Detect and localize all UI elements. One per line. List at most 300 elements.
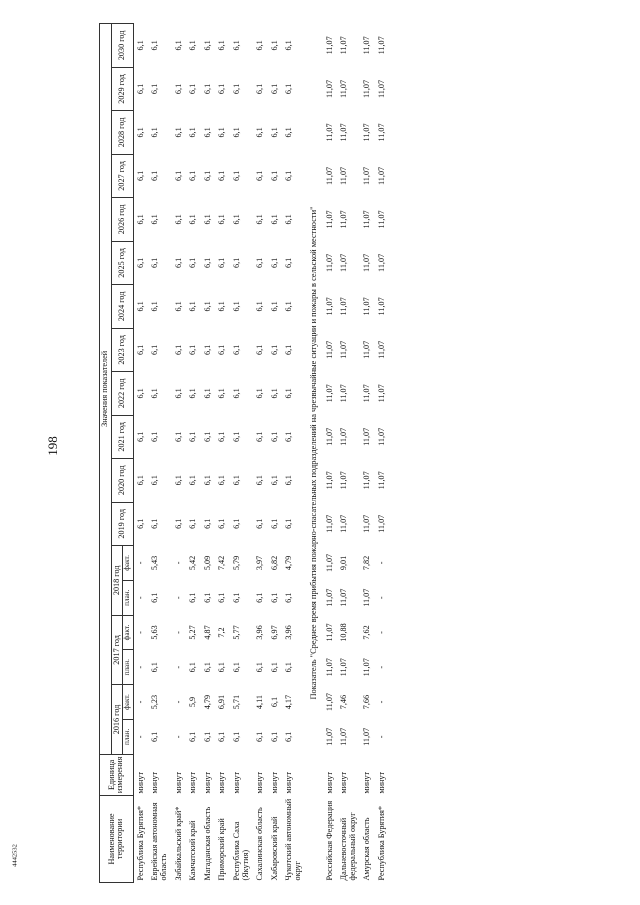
value-cell: 6,1: [188, 127, 198, 138]
value-cell: 6,1: [135, 431, 145, 442]
value-cell: -: [135, 631, 145, 634]
value-cell: 6,1: [255, 431, 265, 442]
value-cell: 11,07: [362, 340, 372, 359]
unit-cell: минут: [376, 771, 386, 794]
value-cell: 6,1: [255, 662, 265, 673]
value-cell: 5,43: [150, 555, 160, 571]
value-cell: -: [173, 596, 183, 600]
territory-name: Приморский край: [217, 818, 227, 881]
value-cell: 6,1: [135, 518, 145, 529]
year-header: 2029 год: [111, 67, 133, 110]
value-cell: 6,1: [269, 431, 279, 442]
value-cell: 5,42: [188, 555, 198, 571]
value-cell: 11,07: [324, 623, 334, 642]
value-cell: -: [135, 700, 145, 704]
territory-name: Амурская область: [362, 817, 372, 881]
value-cell: 11,07: [339, 166, 349, 185]
value-cell: 11,07: [339, 123, 349, 142]
page-number: 198: [45, 436, 60, 456]
unit-cell: минут: [135, 771, 145, 794]
value-cell: 5,23: [150, 694, 160, 710]
value-cell: 6,1: [188, 662, 198, 673]
value-cell: 11,07: [324, 384, 334, 403]
value-cell: 6,1: [135, 40, 145, 51]
value-cell: 6,1: [135, 475, 145, 486]
value-cell: 6,1: [188, 214, 198, 225]
value-cell: 6,1: [202, 518, 212, 529]
value-cell: 5,79: [232, 555, 242, 571]
value-cell: 6,1: [269, 83, 279, 95]
value-cell: 6,1: [232, 127, 242, 138]
value-cell: -: [173, 700, 183, 704]
value-cell: 6,1: [269, 170, 279, 182]
value-cell: 6,1: [173, 40, 183, 51]
value-cell: 6,1: [269, 662, 279, 673]
value-cell: 6,1: [150, 388, 160, 399]
value-cell: 6,1: [135, 127, 145, 138]
value-cell: 11,07: [324, 210, 334, 229]
value-cell: 6,1: [202, 344, 212, 355]
value-cell: 11,07: [324, 553, 334, 572]
value-cell: 6,1: [188, 344, 198, 355]
value-cell: 11,07: [339, 514, 349, 533]
value-cell: 4,87: [202, 625, 212, 640]
value-cell: -: [135, 665, 145, 669]
value-cell: 6,1: [188, 40, 198, 51]
territory-name: Забайкальский край*: [173, 806, 183, 881]
value-cell: 6,1: [232, 431, 242, 442]
value-cell: -: [376, 596, 386, 600]
table-row: [201, 24, 216, 883]
value-cell: 11,07: [324, 514, 334, 533]
value-cell: 7,66: [362, 694, 372, 710]
value-cell: 5,27: [188, 625, 198, 640]
value-cell: 6,1: [217, 83, 227, 95]
value-cell: 11,07: [362, 384, 372, 403]
value-cell: 6,1: [269, 475, 279, 486]
value-cell: 11,07: [339, 210, 349, 229]
table-row: [360, 24, 375, 883]
value-cell: 11,07: [324, 471, 334, 490]
value-cell: -: [135, 596, 145, 600]
value-cell: 6,1: [255, 344, 265, 355]
value-cell: 6,1: [255, 127, 265, 138]
value-cell: 6,1: [188, 83, 198, 95]
value-cell: 6,1: [202, 170, 212, 182]
value-cell: 6,1: [202, 301, 212, 312]
value-cell: 4,79: [284, 555, 294, 571]
year-header: 2023 год: [111, 328, 133, 371]
value-cell: -: [173, 561, 183, 565]
value-cell: 11,07: [376, 79, 386, 99]
value-cell: 11,07: [376, 384, 386, 403]
year-header: 2021 год: [111, 415, 133, 458]
value-cell: 5,63: [150, 625, 160, 640]
value-cell: 6,82: [269, 555, 279, 571]
year-header: 2030 год: [111, 24, 133, 68]
value-cell: 6,1: [284, 127, 294, 138]
value-cell: 11,07: [362, 297, 372, 316]
value-cell: 6,1: [232, 731, 242, 742]
value-cell: 6,1: [173, 83, 183, 95]
value-cell: 6,1: [150, 170, 160, 182]
value-cell: 6,1: [202, 388, 212, 399]
territory-name: Республика Бурятия*: [376, 805, 386, 881]
value-cell: 6,1: [188, 388, 198, 399]
value-cell: 6,1: [284, 214, 294, 225]
value-cell: 6,1: [135, 170, 145, 182]
table-row: [375, 24, 390, 883]
value-cell: 11,07: [362, 514, 372, 533]
value-cell: 6,1: [217, 518, 227, 529]
table-row: [186, 24, 201, 883]
value-cell: 11,07: [324, 253, 334, 272]
value-cell: 6,1: [269, 214, 279, 225]
table-row: [268, 24, 283, 883]
value-cell: 11,07: [376, 514, 386, 533]
section-1-rows: [133, 24, 305, 883]
value-cell: 6,1: [255, 731, 265, 742]
value-cell: 6,1: [150, 662, 160, 673]
value-cell: 6,1: [202, 731, 212, 742]
value-cell: 3,96: [255, 625, 265, 640]
value-cell: 6,1: [232, 388, 242, 399]
value-cell: 6,1: [255, 214, 265, 225]
value-cell: 11,07: [339, 36, 349, 55]
value-cell: 6,1: [217, 662, 227, 673]
value-cell: 6,1: [188, 301, 198, 312]
value-cell: 7,82: [362, 555, 372, 571]
value-cell: 11,07: [339, 727, 349, 746]
value-cell: 6,1: [269, 40, 279, 51]
value-cell: 6,1: [255, 83, 265, 95]
value-cell: 4,79: [202, 694, 212, 710]
value-cell: 11,07: [339, 253, 349, 272]
value-cell: 6,1: [188, 170, 198, 182]
document-id: 4442532: [11, 844, 19, 867]
unit-cell: минут: [150, 771, 160, 794]
value-cell: 6,1: [150, 257, 160, 268]
territory-name: Сахалинская область: [255, 807, 265, 881]
value-cell: -: [135, 561, 145, 565]
unit-cell: минут: [173, 771, 183, 794]
value-cell: 11,07: [376, 166, 386, 185]
value-cell: 7,42: [217, 555, 227, 571]
value-cell: 6,1: [232, 592, 242, 603]
value-cell: 11,07: [324, 427, 334, 446]
value-cell: 11,07: [376, 210, 386, 229]
value-cell: 11,07: [362, 166, 372, 185]
value-cell: 6,1: [284, 388, 294, 399]
territory-name: Республика Саха (Якутия): [232, 821, 250, 881]
value-cell: 11,07: [339, 340, 349, 359]
value-cell: 11,07: [324, 727, 334, 746]
value-cell: 6,1: [255, 518, 265, 529]
value-cell: 6,1: [284, 431, 294, 442]
fact-subheader: факт.: [123, 615, 134, 650]
fact-subheader: факт.: [123, 685, 134, 720]
value-cell: 6,1: [217, 592, 227, 603]
unit-cell: минут: [324, 771, 334, 794]
value-cell: 6,1: [202, 214, 212, 225]
value-cell: 11,07: [324, 658, 334, 677]
table-row: [133, 24, 148, 883]
value-cell: 11,07: [362, 79, 372, 99]
indicator-table: [99, 23, 390, 883]
value-cell: -: [173, 665, 183, 669]
table-row: [337, 24, 360, 883]
value-cell: 6,1: [135, 257, 145, 268]
value-cell: 6,1: [217, 40, 227, 51]
unit-header: Единица измерения: [100, 754, 134, 795]
value-cell: 6,1: [217, 214, 227, 225]
table-row: [230, 24, 253, 883]
value-cell: 6,1: [284, 83, 294, 95]
value-cell: 6,1: [217, 388, 227, 399]
plan-subheader: план.: [123, 719, 134, 754]
value-cell: 6,1: [284, 592, 294, 603]
value-cell: 11,07: [324, 692, 334, 712]
territory-name: Магаданская область: [202, 806, 212, 881]
value-cell: 6,1: [269, 731, 279, 742]
value-cell: 6,1: [202, 257, 212, 268]
unit-cell: минут: [202, 771, 212, 794]
value-cell: 6,1: [188, 592, 198, 603]
value-cell: 6,1: [269, 127, 279, 138]
value-cell: 6,1: [232, 214, 242, 225]
value-cell: -: [173, 631, 183, 634]
value-cell: 6,1: [284, 301, 294, 312]
table-header: [100, 24, 134, 883]
value-cell: 6,1: [232, 662, 242, 673]
value-cell: 6,1: [173, 127, 183, 138]
value-cell: 11,07: [362, 471, 372, 490]
value-cell: 6,1: [269, 388, 279, 399]
year-header: 2024 год: [111, 285, 133, 328]
section-2-rows: [323, 24, 390, 883]
value-cell: 6,1: [150, 475, 160, 486]
value-cell: 6,91: [217, 694, 227, 710]
value-cell: 6,1: [217, 475, 227, 486]
year-header: 2018 год: [111, 546, 123, 616]
value-cell: 5,9: [188, 696, 198, 708]
value-cell: 6,1: [284, 170, 294, 182]
value-cell: 7,46: [339, 694, 349, 710]
section-2-caption-text: Показатель "Среднее время прибытия пожарно-спасательных подразделений на чрезвычайные ситуации и пожары в сельской местности": [308, 206, 318, 700]
value-cell: 6,1: [135, 214, 145, 225]
value-cell: 6,1: [217, 344, 227, 355]
value-cell: 4,11: [255, 695, 265, 710]
value-cell: 6,1: [202, 127, 212, 138]
value-cell: 10,88: [339, 623, 349, 642]
value-cell: 6,1: [150, 301, 160, 312]
value-cell: 6,1: [150, 431, 160, 442]
value-cell: 11,07: [362, 210, 372, 229]
value-cell: 11,07: [324, 297, 334, 316]
value-cell: 11,07: [324, 79, 334, 99]
year-header: 2028 год: [111, 111, 133, 154]
values-group-header: Значения показателей: [100, 24, 112, 755]
value-cell: 9,01: [339, 555, 349, 571]
value-cell: 11,07: [324, 166, 334, 185]
value-cell: 6,1: [232, 475, 242, 486]
value-cell: 11,07: [376, 297, 386, 316]
unit-cell: минут: [339, 771, 349, 794]
territory-name: Российская Федерация: [324, 800, 334, 881]
value-cell: 6,1: [173, 518, 183, 529]
value-cell: 11,07: [324, 36, 334, 55]
value-cell: 6,1: [284, 518, 294, 529]
value-cell: 6,1: [284, 731, 294, 742]
value-cell: 6,1: [255, 40, 265, 51]
value-cell: -: [376, 561, 386, 565]
value-cell: 6,1: [284, 344, 294, 355]
year-header-row: [111, 24, 123, 883]
year-header: 2025 год: [111, 241, 133, 284]
value-cell: 11,07: [362, 427, 372, 446]
value-cell: 11,07: [376, 123, 386, 142]
value-cell: 6,1: [150, 344, 160, 355]
value-cell: 5,71: [232, 694, 242, 710]
value-cell: 6,1: [255, 388, 265, 399]
value-cell: 6,1: [232, 257, 242, 268]
value-cell: 6,1: [173, 170, 183, 182]
value-cell: 3,96: [284, 625, 294, 640]
unit-cell: минут: [362, 771, 372, 794]
value-cell: 6,1: [284, 40, 294, 51]
value-cell: 6,1: [255, 475, 265, 486]
value-cell: 6,1: [232, 83, 242, 95]
year-header: 2020 год: [111, 459, 133, 502]
value-cell: 6,1: [269, 592, 279, 603]
territory-name: Республика Бурятия*: [135, 805, 145, 881]
value-cell: 11,07: [339, 384, 349, 403]
plan-subheader: план.: [123, 580, 134, 615]
value-cell: 6,1: [217, 257, 227, 268]
value-cell: 6,1: [202, 475, 212, 486]
value-cell: 11,07: [339, 79, 349, 99]
value-cell: -: [376, 700, 386, 704]
territory-name: Хабаровский край: [269, 816, 279, 881]
value-cell: 6,1: [255, 170, 265, 182]
value-cell: 6,1: [232, 344, 242, 355]
value-cell: 6,1: [269, 257, 279, 268]
value-cell: 6,1: [188, 518, 198, 529]
value-cell: 6,1: [284, 257, 294, 268]
rotated-page-content: [99, 23, 640, 883]
value-cell: 11,07: [324, 588, 334, 607]
unit-cell: минут: [232, 771, 242, 794]
value-cell: 11,07: [339, 471, 349, 490]
value-cell: 6,1: [202, 592, 212, 603]
table-row: [323, 24, 338, 883]
value-cell: -: [376, 735, 386, 739]
value-cell: 11,07: [339, 297, 349, 316]
value-cell: 6,1: [173, 431, 183, 442]
year-header: 2026 год: [111, 198, 133, 241]
value-cell: 11,07: [376, 471, 386, 490]
table-row: [253, 24, 268, 883]
value-cell: 6,1: [188, 475, 198, 486]
value-cell: 6,1: [269, 696, 279, 708]
year-header: 2017 год: [111, 615, 123, 685]
value-cell: 6,1: [150, 731, 160, 742]
value-cell: 6,1: [217, 170, 227, 182]
unit-cell: минут: [284, 771, 294, 794]
value-cell: 11,07: [339, 427, 349, 446]
value-cell: 6,1: [217, 431, 227, 442]
value-cell: 6,1: [173, 388, 183, 399]
section-2-caption: [306, 24, 323, 883]
value-cell: 11,07: [324, 340, 334, 359]
value-cell: 6,1: [173, 301, 183, 312]
value-cell: 6,1: [202, 40, 212, 51]
fact-subheader: факт.: [123, 546, 134, 581]
year-header: 2019 год: [111, 502, 133, 545]
value-cell: 11,07: [362, 588, 372, 607]
value-cell: 6,1: [255, 301, 265, 312]
value-cell: 5,09: [202, 555, 212, 571]
value-cell: 6,1: [284, 475, 294, 486]
value-cell: 11,07: [362, 253, 372, 272]
value-cell: 6,1: [217, 301, 227, 312]
territory-name: Камчатский край: [188, 820, 198, 881]
territory-header: Наименование территории: [100, 796, 134, 883]
value-cell: 6,1: [217, 731, 227, 742]
value-cell: 6,1: [150, 214, 160, 225]
value-cell: 6,1: [202, 83, 212, 95]
value-cell: 6,1: [232, 301, 242, 312]
value-cell: 6,1: [173, 475, 183, 486]
value-cell: 6,1: [188, 257, 198, 268]
value-cell: 6,97: [269, 625, 279, 640]
value-cell: 6,1: [255, 592, 265, 603]
value-cell: 6,1: [173, 257, 183, 268]
value-cell: 11,07: [362, 123, 372, 142]
value-cell: 6,1: [135, 344, 145, 355]
unit-cell: минут: [217, 771, 227, 794]
value-cell: 4,17: [284, 694, 294, 710]
value-cell: 11,07: [376, 36, 386, 55]
value-cell: 6,1: [255, 257, 265, 268]
territory-name: Дальневосточный федеральный округ: [339, 812, 357, 881]
value-cell: 5,77: [232, 625, 242, 640]
value-cell: 6,1: [135, 388, 145, 399]
value-cell: 6,1: [150, 127, 160, 138]
table-row: [215, 24, 230, 883]
value-cell: 11,07: [362, 658, 372, 677]
year-header: 2016 год: [111, 685, 123, 755]
value-cell: -: [173, 735, 183, 739]
value-cell: 6,1: [173, 214, 183, 225]
value-cell: 11,07: [339, 658, 349, 677]
value-cell: 6,1: [202, 431, 212, 442]
value-cell: 6,1: [269, 344, 279, 355]
value-cell: 6,1: [269, 518, 279, 529]
unit-cell: минут: [269, 771, 279, 794]
unit-cell: минут: [188, 771, 198, 794]
value-cell: 6,1: [173, 344, 183, 355]
value-cell: 6,1: [269, 301, 279, 312]
year-header: 2027 год: [111, 154, 133, 197]
value-cell: 6,1: [202, 662, 212, 673]
value-cell: 6,1: [150, 592, 160, 603]
value-cell: 6,1: [135, 301, 145, 312]
table-row: [172, 24, 187, 883]
value-cell: 11,07: [376, 427, 386, 446]
value-cell: 11,07: [376, 253, 386, 272]
value-cell: 6,1: [232, 170, 242, 182]
